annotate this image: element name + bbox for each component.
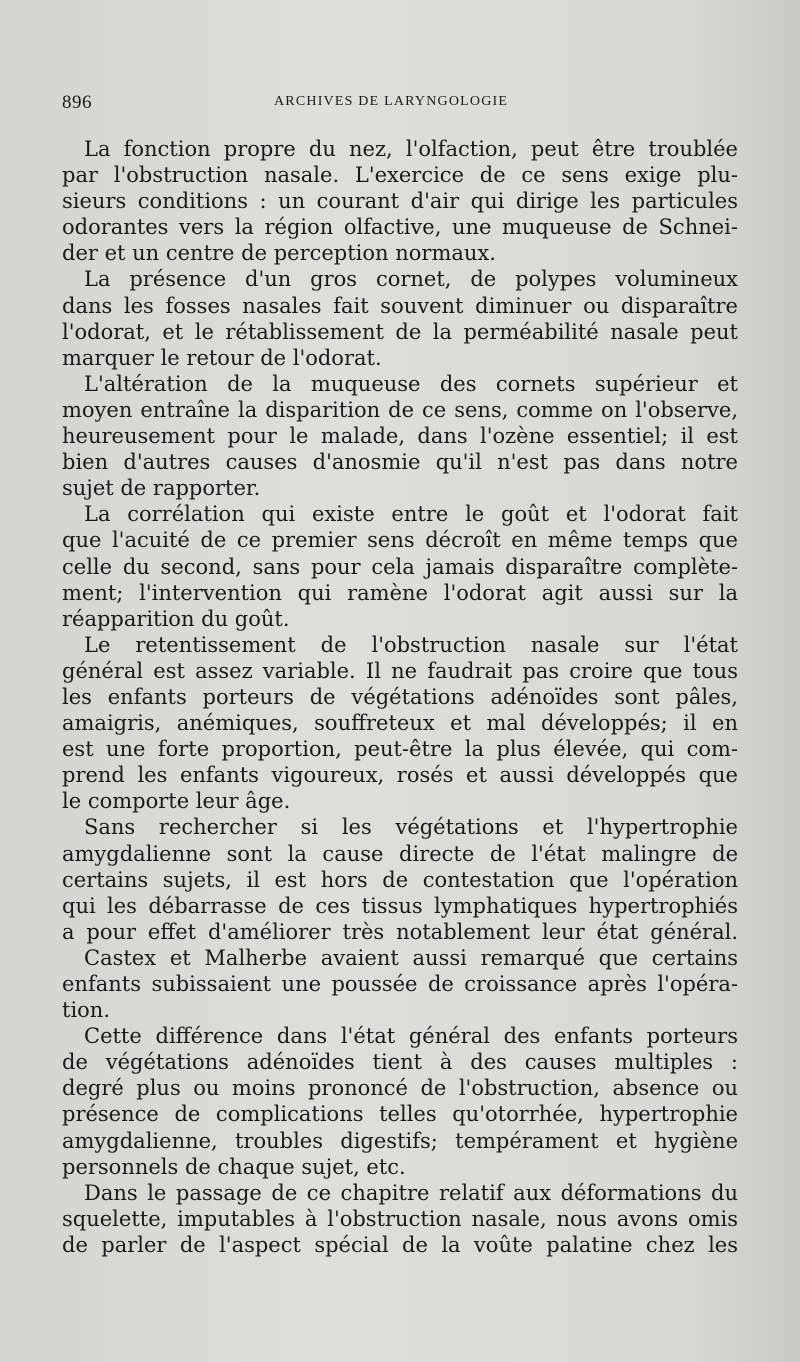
body-text (62, 136, 738, 1258)
text-line: der et un centre de perception normaux. (62, 241, 496, 266)
text-line: Castex et Malherbe avaient aussi remarqué que certains (84, 945, 738, 970)
text-line: odorantes vers la région olfactive, une muqueuse de Schnei- (62, 215, 738, 240)
text-line: de végétations adénoïdes tient à des causes multiples : (62, 1050, 738, 1075)
text-line: l'odorat, et le rétablissement de la perméabilité nasale peut (62, 319, 738, 344)
text-line: celle du second, sans pour cela jamais disparaître complète- (62, 554, 738, 579)
text-line: ment; l'intervention qui ramène l'odorat agit aussi sur la (62, 580, 738, 605)
text-line: L'altération de la muqueuse des cornets supérieur et (84, 371, 738, 396)
text-line: sujet de rapporter. (62, 476, 261, 501)
text-line: amygdalienne, troubles digestifs; tempérament et hygiène (62, 1128, 738, 1153)
running-head: ARCHIVES DE LARYNGOLOGIE (274, 94, 509, 109)
text-line: heureusement pour le malade, dans l'ozène essentiel; il est (62, 424, 738, 449)
text-line: Sans rechercher si les végétations et l'hypertrophie (84, 815, 738, 840)
text-line: tion. (62, 998, 110, 1023)
text-line: La fonction propre du nez, l'olfaction, peut être troublée (84, 137, 738, 161)
page-header (62, 92, 738, 116)
text-line: La présence d'un gros cornet, de polypes volumineux (84, 267, 738, 292)
text-line: prend les enfants vigoureux, rosés et aussi développés que (62, 763, 738, 788)
text-line: enfants subissaient une poussée de croissance après l'opéra- (62, 972, 738, 996)
text-line: degré plus ou moins prononcé de l'obstruction, absence ou (62, 1076, 738, 1101)
text-line: Cette différence dans l'état général des enfants porteurs (84, 1024, 738, 1049)
text-line: La corrélation qui existe entre le goût et l'odorat fait (84, 502, 738, 527)
text-line: général est assez variable. Il ne faudrait pas croire que tous (62, 658, 738, 683)
text-line: personnels de chaque sujet, etc. (62, 1154, 406, 1179)
text-line: les enfants porteurs de végétations adénoïdes sont pâles, (62, 684, 738, 709)
text-line: par l'obstruction nasale. L'exercice de ce sens exige plu- (62, 163, 738, 188)
text-line: sieurs conditions : un courant d'air qui dirige les particules (62, 189, 738, 214)
text-line: de parler de l'aspect spécial de la voûte palatine chez les (62, 1232, 738, 1257)
text-line: moyen entraîne la disparition de ce sens, comme on l'observe, (62, 397, 738, 422)
text-line: qui les débarrasse de ces tissus lymphatiques hypertrophiés (62, 893, 738, 918)
page-number: 896 (62, 92, 92, 113)
text-line: réapparition du goût. (62, 606, 290, 631)
text-line: marquer le retour de l'odorat. (62, 345, 382, 370)
text-line: est une forte proportion, peut-être la plus élevée, qui com- (62, 737, 738, 762)
text-line: Le retentissement de l'obstruction nasale sur l'état (84, 632, 738, 657)
text-line: squelette, imputables à l'obstruction nasale, nous avons omis (62, 1206, 738, 1231)
text-line: a pour effet d'améliorer très notablement leur état général. (62, 919, 738, 944)
text-line: Dans le passage de ce chapitre relatif aux déformations du (84, 1180, 738, 1205)
text-line: dans les fosses nasales fait souvent diminuer ou disparaître (62, 293, 738, 318)
text-line: bien d'autres causes d'anosmie qu'il n'est pas dans notre (62, 450, 738, 475)
text-line: présence de complications telles qu'otorrhée, hypertrophie (62, 1102, 738, 1127)
text-line: que l'acuité de ce premier sens décroît en même temps que (62, 528, 738, 553)
text-line: le comporte leur âge. (62, 789, 291, 814)
text-line: amygdalienne sont la cause directe de l'état malingre de (62, 841, 738, 866)
text-line: certains sujets, il est hors de contestation que l'opération (62, 867, 738, 892)
text-line: amaigris, anémiques, souffreteux et mal développés; il en (62, 711, 738, 736)
